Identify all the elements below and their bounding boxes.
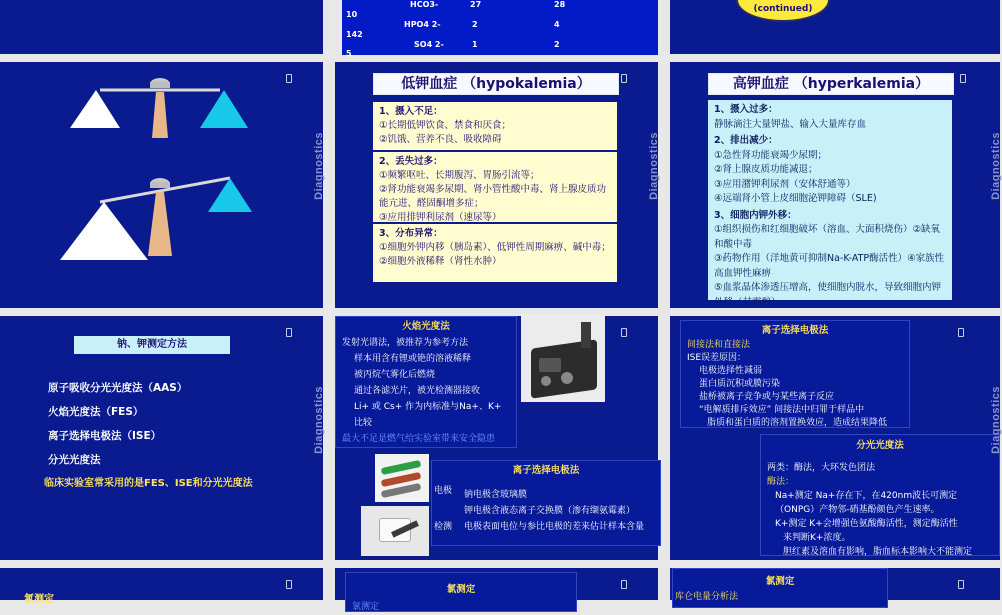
flame-photometer-image — [521, 314, 605, 402]
box-title: 氯测定 — [446, 584, 476, 595]
table-cell-left: 10 — [346, 10, 358, 19]
slide-bottom-right[interactable] — [670, 568, 1000, 600]
box-line: 电极表面电位与参比电极的差来估计样本含量 — [464, 522, 645, 532]
box-title: 离子选择电极法 — [512, 465, 580, 476]
balance-scale-level — [70, 78, 248, 138]
box-line: 最大不足是燃气给实验室带来安全隐患 — [342, 434, 496, 444]
cause-line: ①长期低钾饮食、禁食和厌食； — [379, 120, 512, 131]
box-label: 电极 — [434, 486, 453, 496]
section-heading: 1、摄入过多： — [714, 104, 778, 115]
slide-hypokalemia[interactable] — [335, 62, 658, 308]
table-cell-value: 1 — [472, 40, 478, 49]
cause-line: ③应用潴钾利尿剂（安体舒通等） — [714, 178, 856, 190]
slide-icon — [286, 580, 292, 589]
box-line: 间接法和直接法 — [687, 340, 751, 350]
balance-scale-tilted — [60, 178, 252, 260]
flame-photometry-box — [335, 316, 517, 448]
cause-line: ③应用排钾利尿剂（速尿等） — [379, 212, 502, 223]
slide-methods[interactable] — [0, 316, 323, 560]
method-note: 临床实验室常采用的是FES、ISE和分光光度法 — [44, 478, 253, 489]
slide-bottom-middle[interactable] — [335, 568, 658, 612]
side-label: Diagnostics — [648, 132, 660, 200]
ise-detail-box — [680, 320, 910, 428]
method-item: 分光光度法 — [48, 454, 101, 466]
box-title: 火焰光度法 — [402, 321, 450, 332]
box-line: ISE误差原因： — [687, 353, 747, 363]
box-line: Li+ 或 Cs+ 作为内标准与Na+、K+ 比较 — [354, 402, 502, 428]
box-line: 发射光谱法，被推荐为参考方法 — [342, 338, 469, 348]
box-line: 来判断K+浓度。 — [783, 533, 851, 543]
slide-icon — [958, 328, 964, 337]
section-heading: 2、丢失过多： — [379, 156, 443, 167]
cause-box-hyperkalemia — [708, 100, 952, 308]
side-label: Diagnostics — [313, 386, 325, 454]
box-title: 氯测定 — [765, 576, 795, 587]
chloride-box — [345, 572, 577, 612]
section-heading: 2、排出减少： — [714, 135, 778, 146]
table-cell-value: 28 — [554, 0, 566, 9]
slide-title: 低钾血症 （hypokalemia） — [373, 73, 619, 95]
box-line: 钠电极含玻璃膜 — [464, 490, 528, 500]
table-cell-left: 142 — [346, 30, 363, 39]
slide-balance[interactable] — [0, 62, 323, 308]
box-line: Na+测定 Na+存在下，在420nm波长可测定 — [775, 491, 958, 501]
cause-box-loss — [373, 152, 617, 222]
method-item: 火焰光度法（FES） — [48, 406, 144, 418]
box-line: 被丙烷气雾化后燃烧 — [354, 370, 436, 380]
method-list — [48, 376, 187, 472]
box-line: 通过各滤光片，被光检测器接收 — [354, 386, 481, 396]
cause-line: ①急性肾功能衰竭少尿期； — [714, 149, 828, 161]
electrode-image-1 — [375, 454, 429, 502]
section-heading: 3、细胞内钾外移： — [714, 209, 797, 221]
cause-line: ②细胞外液稀释（肾性水肿） — [379, 256, 502, 267]
cause-box-distribution — [373, 224, 617, 282]
method-item: 离子选择电极法（ISE） — [48, 430, 162, 442]
box-line: 蛋白质沉积或膜污染 — [699, 379, 781, 389]
cause-line: ①组织损伤和红细胞破坏（溶血、大面积烧伤）②缺氧和酸中毒 — [714, 224, 941, 250]
box-line: 电极选择性减弱 — [699, 366, 763, 376]
table-cell-value: 27 — [470, 0, 482, 9]
cause-line: 静脉滴注大量钾盐、输入大量库存血 — [714, 118, 867, 130]
table-cell-value: 2 — [472, 20, 478, 29]
slide-icon — [286, 74, 292, 83]
box-line: 库仑电量分析法 — [675, 592, 739, 602]
slide-icon — [621, 580, 627, 589]
section-heading: 3、分布异常： — [379, 228, 443, 239]
chloride-box-right — [672, 568, 888, 608]
table-cell-value: 4 — [554, 20, 560, 29]
box-line: 氯测定 — [352, 602, 380, 612]
side-label: Diagnostics — [313, 132, 325, 200]
slide-flame-photometry[interactable] — [335, 316, 658, 560]
slide-title: 钠、钾测定方法 — [74, 336, 230, 354]
side-label: Diagnostics — [990, 132, 1002, 200]
side-label: Diagnostics — [990, 386, 1002, 454]
electrolyte-table — [342, 0, 658, 58]
balance-illustration — [0, 62, 323, 308]
cause-line: ②饥饿、营养不良、吸收障碍 — [379, 134, 502, 145]
ion-selective-electrode-box — [431, 460, 661, 546]
method-item: 原子吸收分光光度法（AAS） — [48, 382, 188, 394]
box-line: 酶法： — [767, 477, 795, 487]
table-cell-ion: HPO4 2- — [404, 20, 441, 29]
box-title: 分光光度法 — [856, 440, 904, 451]
slide-bottom-left[interactable] — [0, 568, 323, 605]
spectrophotometry-box — [760, 434, 1000, 556]
table-cell-ion: SO4 2- — [414, 40, 444, 49]
slide-icon — [960, 74, 966, 83]
slide-icon — [621, 328, 627, 337]
cause-line: ③药物作用（洋地黄可抑制Na-K-ATP酶活性）④家族性高血钾性麻痹 — [714, 253, 945, 279]
box-line: 样本用含有锂或铯的溶液稀释 — [354, 354, 472, 364]
slide-icon — [286, 328, 292, 337]
slide-ise-spectro[interactable] — [670, 316, 1000, 560]
electrode-image-2 — [361, 506, 429, 556]
slide-top-right[interactable] — [670, 0, 1000, 54]
table-cell-ion: HCO3- — [410, 0, 439, 9]
box-line: K+测定 K+会增强色氨酸酶活性，测定酶活性 — [775, 519, 958, 529]
slide-icon — [958, 580, 964, 589]
slide-title: 高钾血症 （hyperkalemia） — [708, 73, 954, 95]
box-line: （ONPG）产物邻-硝基酚颜色产生速率。 — [775, 505, 940, 515]
cause-line: ④远端肾小管上皮细胞泌钾障碍（SLE) — [714, 193, 877, 204]
box-line: 两类：酶法，大环发色团法 — [767, 463, 876, 473]
table-cell-value: 2 — [554, 40, 560, 49]
cause-line: ⑤血浆晶体渗透压增高，使细胞内脱水，导致细胞内钾外移（甘露醇） — [714, 282, 942, 308]
cause-line: ①细胞外钾内移（胰岛素）、低钾性周期麻痹、碱中毒； — [379, 242, 611, 253]
box-line: 钾电极含液态离子交换膜（渗有缬氨霉素） — [464, 506, 636, 516]
box-label: 检测 — [434, 522, 453, 532]
box-line: “电解质排斥效应” 间接法中归罪于样品中 — [699, 405, 865, 415]
continued-badge: (continued) — [736, 0, 830, 22]
section-heading: 1、摄入不足： — [379, 106, 443, 117]
cause-box-intake — [373, 102, 617, 150]
cause-line: ①频繁呕吐、长期腹泻、胃肠引流等； — [379, 170, 540, 181]
table-cell-left: 5 — [346, 49, 352, 58]
slide-top-left[interactable] — [0, 0, 323, 54]
slide-icon — [621, 74, 627, 83]
slide-text: 氯测定 — [24, 594, 54, 605]
box-title: 离子选择电极法 — [761, 325, 829, 336]
cause-line: ②肾功能衰竭多尿期、肾小管性酸中毒、肾上腺皮质功能亢进、醛固酮增多症； — [379, 184, 607, 209]
box-line: 盐桥被离子竞争或与某些离子反应 — [699, 392, 835, 402]
slide-hyperkalemia[interactable] — [670, 62, 1000, 308]
box-line: 脂质和蛋白质的溶剂置换效应，造成结果降低 — [707, 418, 888, 428]
box-line: 胆红素及溶血有影响，脂血标本影响大不能测定 — [783, 547, 973, 557]
cause-line: ②肾上腺皮质功能减退； — [714, 164, 818, 175]
